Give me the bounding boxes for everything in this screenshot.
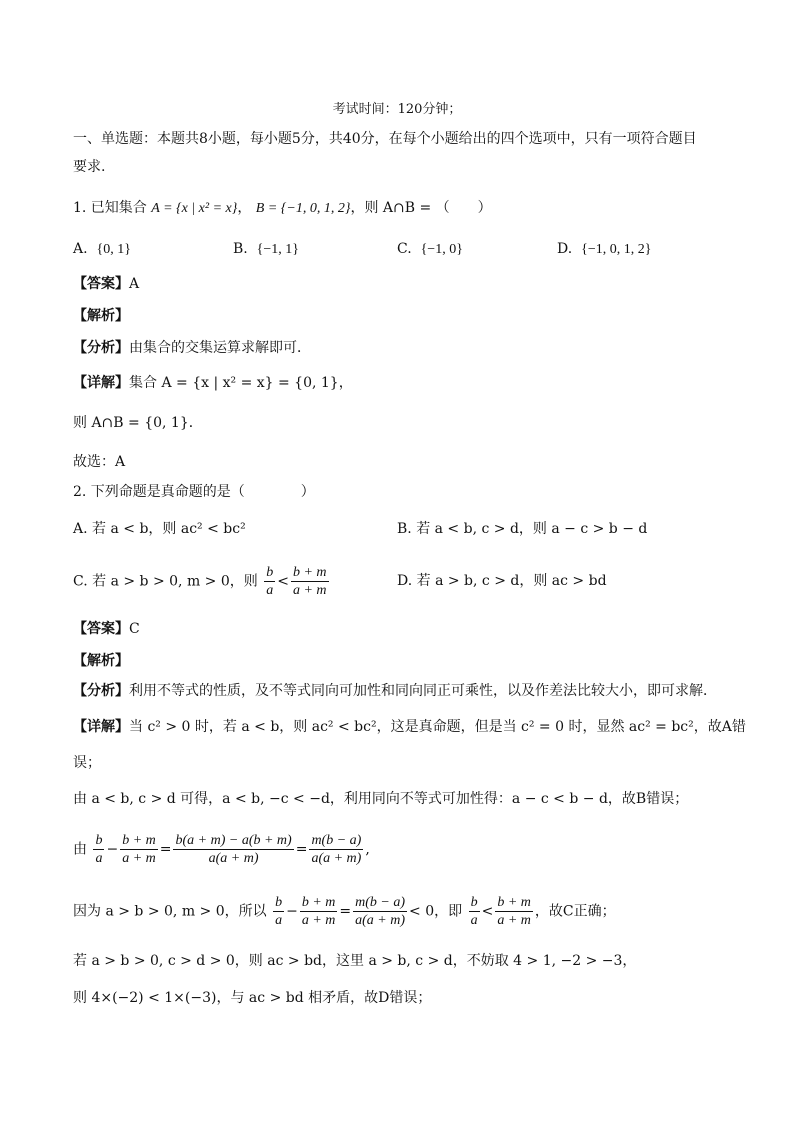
q2-fenxi-label: 【分析】 xyxy=(73,683,129,699)
q2-analysis-tag: 【解析】 xyxy=(73,653,129,669)
q2-detail-line3: 由 a < b, c > d 可得，a < b, −c < −d，利用同向不等式可加性得：a − c < b − d，故B错误； xyxy=(73,791,689,807)
q1-answer-value: A xyxy=(129,276,140,292)
q1-option-d-value: {−1, 0, 1, 2} xyxy=(581,242,652,257)
q1-fenxi xyxy=(73,337,311,359)
q1-xiangjie xyxy=(73,372,353,394)
q2-detail-text1: 当 c² > 0 时，若 a < b，则 ac² < bc²，这是真命题，但是当 c² = 0 时，显然 ac² = bc²，故A错 xyxy=(129,719,746,735)
q1-xiangjie-line2: 则 A∩B = {0, 1}． xyxy=(73,415,203,431)
q1-choose: 故选：A xyxy=(73,454,126,470)
q2-detail-line6: 若 a > b > 0, c > d > 0，则 ac > bd，这里 a > b, c > d，不妨取 4 > 1, −2 > −3， xyxy=(73,953,637,969)
q2-answer-value: C xyxy=(129,621,140,637)
section-heading-line2: 要求. xyxy=(73,159,106,175)
q1-option-b xyxy=(233,238,299,261)
q1-option-a-letter: A. xyxy=(73,241,88,257)
q1-option-c-letter: C. xyxy=(397,241,412,257)
section-heading-line1: 一、单选题：本题共8小题，每小题5分，共40分，在每个小题给出的四个选项中，只有一项符合题目 xyxy=(73,131,697,147)
q1-prefix: 1. 已知集合 xyxy=(73,200,147,216)
q2-detail5-tail: ，故C正确； xyxy=(534,903,616,920)
q1-option-d-letter: D. xyxy=(557,241,573,257)
fraction-b-over-a: $\frac{b}{a}$ xyxy=(266,565,274,598)
q2-xiangjie-label: 【详解】 xyxy=(73,719,129,735)
q2-detail4-pre: 由 xyxy=(73,841,87,858)
q1-set-a: A = {x | x² = x} xyxy=(151,201,238,216)
q1-option-c-value: {−1, 0} xyxy=(420,242,463,257)
q1-fenxi-label: 【分析】 xyxy=(73,340,129,356)
q1-option-d xyxy=(557,238,651,261)
fraction-difference-3: $\frac{m(b - a)}{a(a + m)}$ xyxy=(355,895,406,928)
q1-answer-label: 【答案】 xyxy=(73,276,129,292)
q1-xiangjie-text: 集合 A = {x | x² = x} = {0, 1}， xyxy=(129,375,353,391)
q1-option-a xyxy=(73,238,131,261)
q2-option-a: A. 若 a < b，则 ac² < bc² xyxy=(73,521,246,537)
q2-detail5-pre: 因为 a > b > 0, m > 0，所以 xyxy=(73,903,267,920)
fraction-difference-expanded: $\frac{b(a + m) - a(b + m)}{a(a + m)}$ xyxy=(175,833,292,866)
q2-detail-line7: 则 4×(−2) < 1×(−3)，与 ac > bd 相矛盾，故D错误； xyxy=(73,990,432,1006)
q2-answer-label: 【答案】 xyxy=(73,621,129,637)
fraction-difference-simplified: $\frac{m(b - a)}{a(a + m)}$ xyxy=(311,833,362,866)
fraction-bm-over-am-3: $\frac{b + m}{a + m}$ xyxy=(301,895,336,928)
q2-option-d: D. 若 a > b, c > d，则 ac > bd xyxy=(397,573,607,589)
fraction-b-over-a-4: $\frac{b}{a}$ xyxy=(470,895,478,928)
fraction-b-over-a-3: $\frac{b}{a}$ xyxy=(275,895,283,928)
q2-detail-line4: 由 $\frac{b}{a}$ − $\frac{b + m}{a + m}$ = $\frac{b(a + m) - a(b + m)}{a(a + m)}$ = $\frac{m(b - a)}{a(a + m)}$ , xyxy=(73,833,370,866)
fraction-bm-over-am: $\frac{b + m}{a + m}$ xyxy=(292,565,327,598)
q2-fenxi-text: 利用不等式的性质，及不等式同向可加性和同向同正可乘性，以及作差法比较大小，即可求解． xyxy=(129,683,717,699)
q1-stem xyxy=(73,197,492,220)
q2-stem: 2. 下列命题是真命题的是（ ） xyxy=(73,484,315,500)
q1-set-b: B = {−1, 0, 1, 2} xyxy=(255,201,351,216)
q1-tail: ，则 A∩B = （ ） xyxy=(350,200,492,216)
q1-answer xyxy=(73,273,139,295)
q2-analysis-label xyxy=(73,650,129,672)
q2-detail-line1 xyxy=(73,716,746,738)
q2-answer xyxy=(73,618,140,640)
q1-option-a-value: {0, 1} xyxy=(96,242,131,257)
q1-xiangjie-label: 【详解】 xyxy=(73,375,129,391)
q1-option-b-value: {−1, 1} xyxy=(256,242,299,257)
q2-fenxi xyxy=(73,680,717,702)
fraction-bm-over-am-4: $\frac{b + m}{a + m}$ xyxy=(497,895,531,928)
q1-option-b-letter: B. xyxy=(233,241,248,257)
q2-option-c: C. 若 a > b > 0, m > 0，则 $\frac{b}{a}$ < $\frac{b + m}{a + m}$ xyxy=(73,565,327,598)
q2-option-b: B. 若 a < b, c > d，则 a − c > b − d xyxy=(397,521,648,537)
q2-option-c-text: C. 若 a > b > 0, m > 0，则 xyxy=(73,573,258,590)
q1-fenxi-text: 由集合的交集运算求解即可． xyxy=(129,340,311,356)
fraction-bm-over-am-2: $\frac{b + m}{a + m}$ xyxy=(122,833,156,866)
q1-analysis-label xyxy=(73,305,129,327)
q2-detail-line2: 误； xyxy=(73,755,101,771)
q1-comma: ， xyxy=(237,200,252,216)
q2-detail5-mid: < 0，即 xyxy=(409,903,463,920)
fraction-b-over-a-2: $\frac{b}{a}$ xyxy=(95,833,103,866)
exam-time: 考试时间：120分钟； xyxy=(332,102,462,117)
q2-detail-line5: 因为 a > b > 0, m > 0，所以 $\frac{b}{a}$ − $\frac{b + m}{a + m}$ = $\frac{m(b - a)}{a(a + m)}$ < 0，即 $\frac{b}{a}$ < $\frac{b + m}{a + m}$ ，故C正确； xyxy=(73,895,616,928)
q1-option-c xyxy=(397,238,463,261)
q1-analysis-tag: 【解析】 xyxy=(73,308,129,324)
